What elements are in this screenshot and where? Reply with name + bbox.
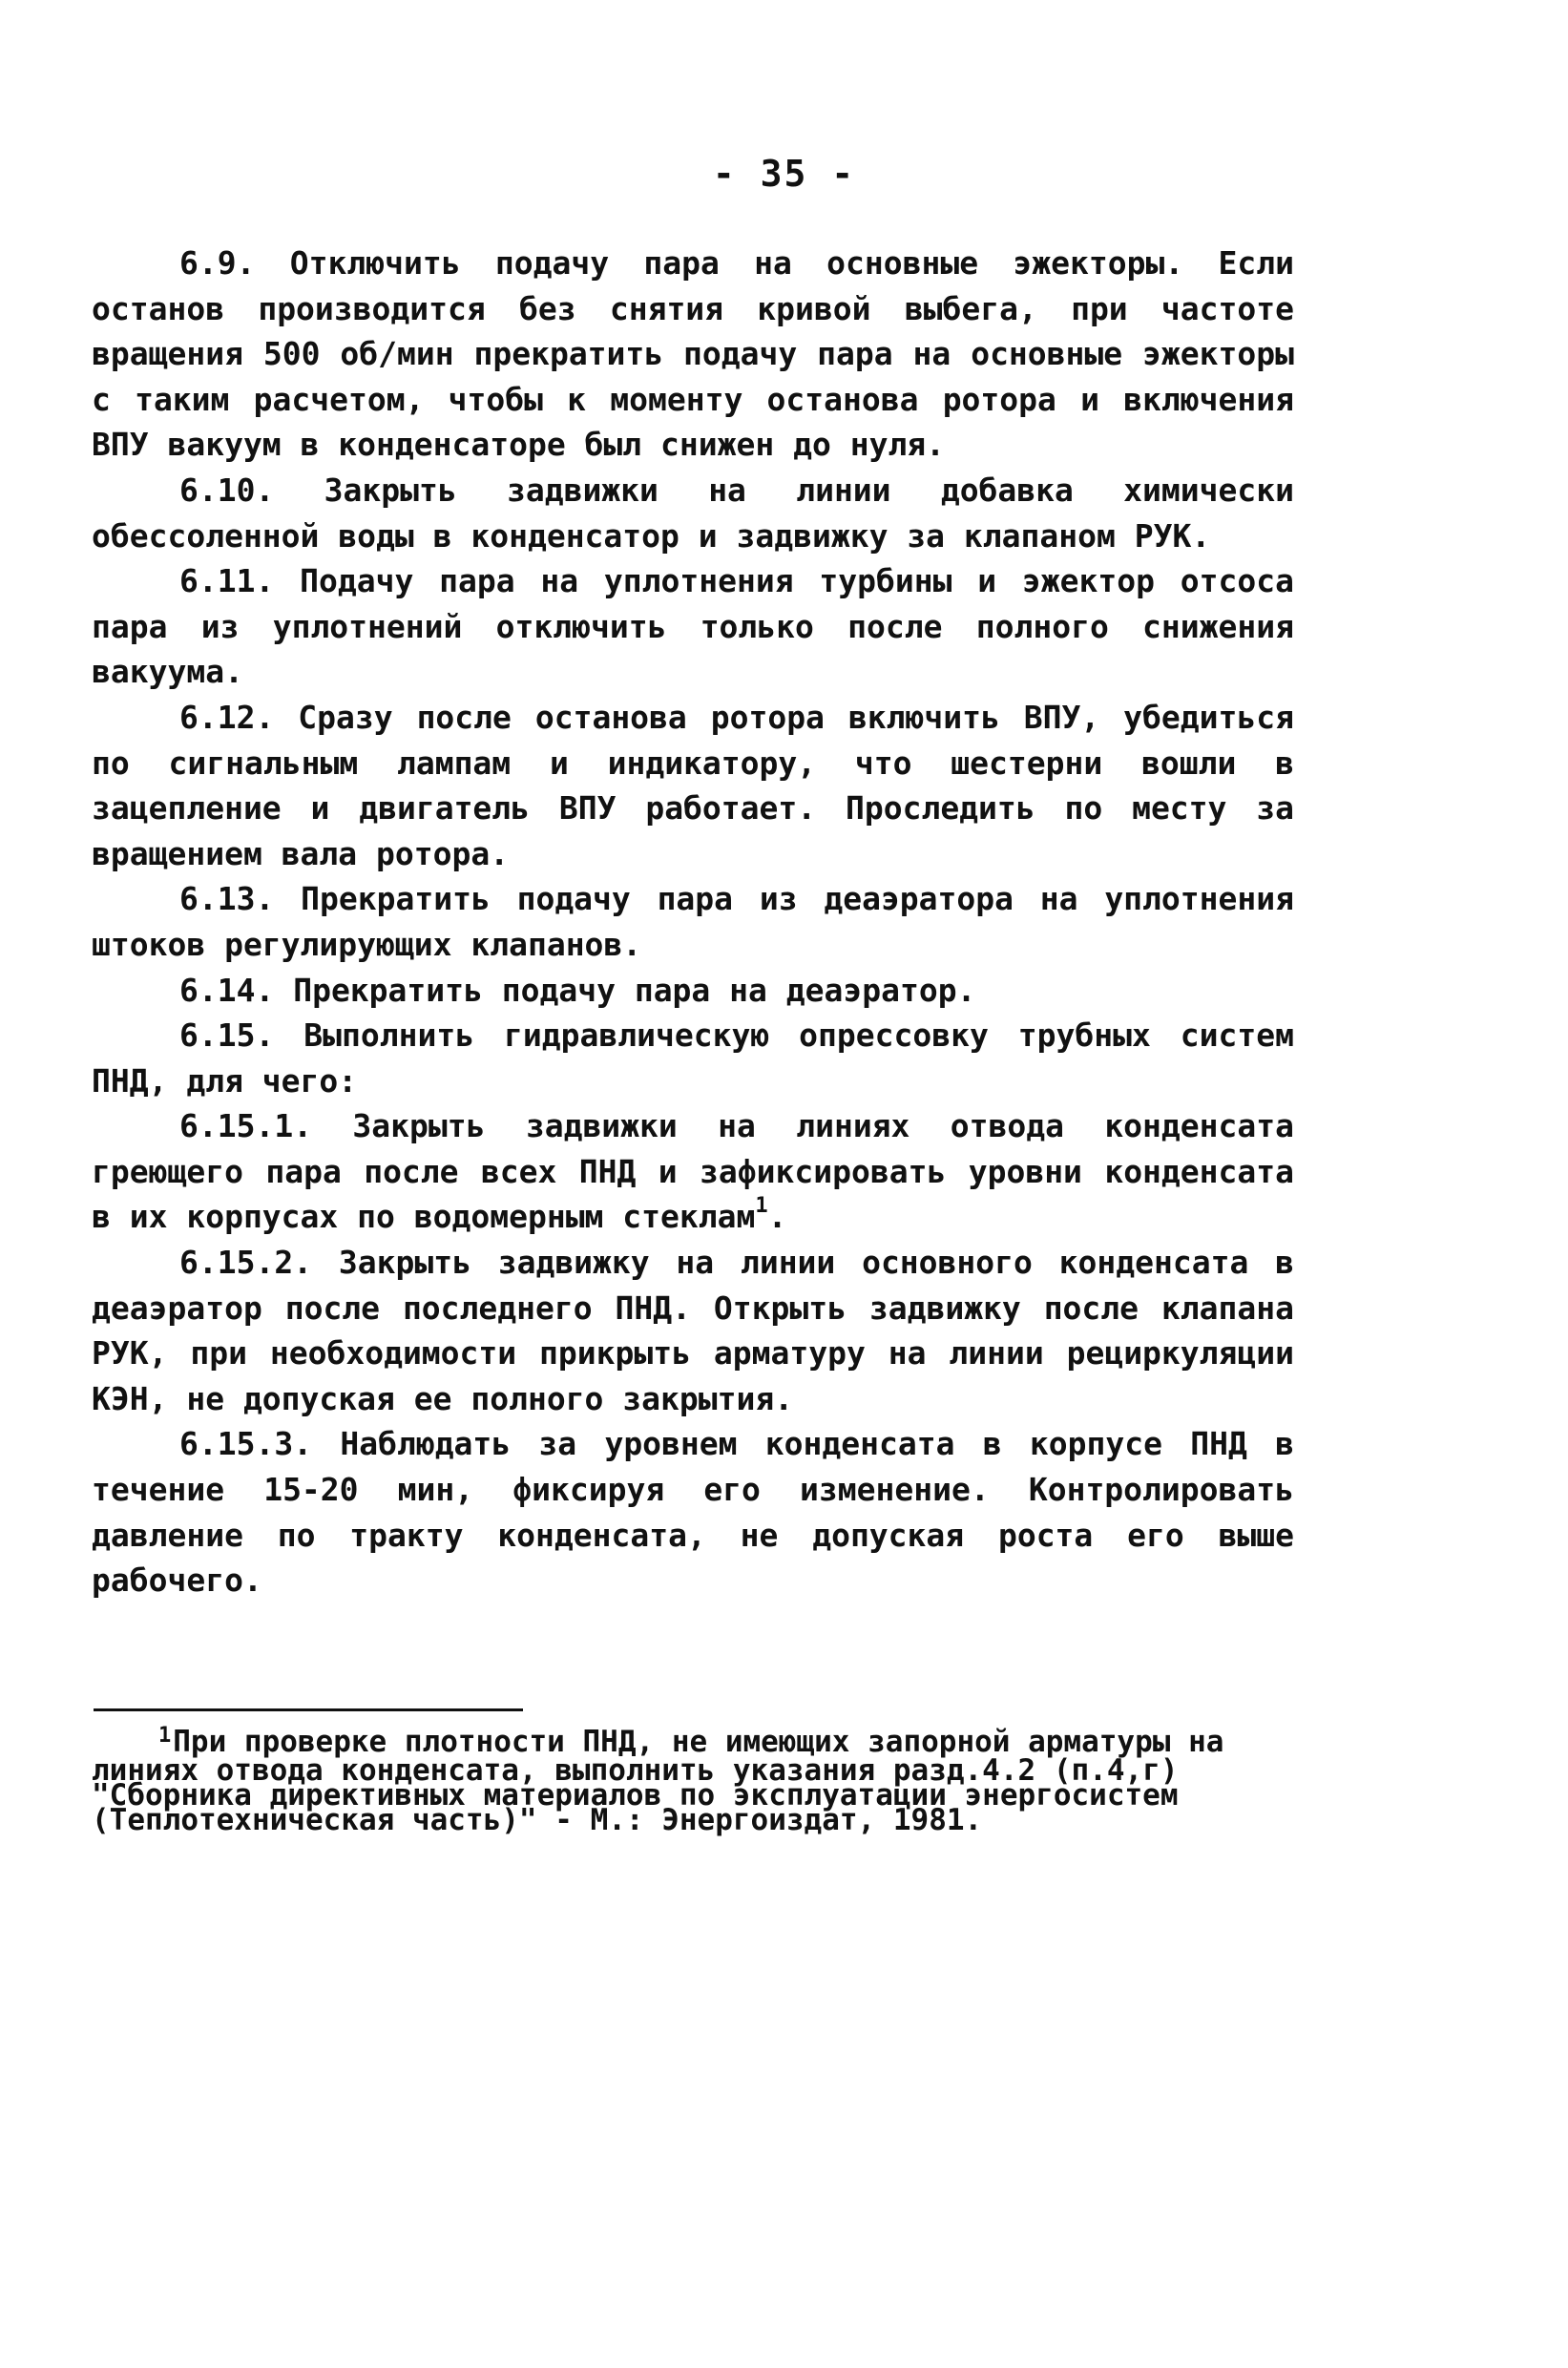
- footnote-paragraph: [92, 1724, 1285, 1837]
- paragraph-6-14: 6.14. Прекратить подачу пара на деаэратор.: [179, 971, 976, 1009]
- paragraph-6-12: 6.12. Сразу после останова ротора включить ВПУ, убедиться по сигнальным лампам и индикатору, что шестерни вошли в зацепление и двигатель ВПУ работает. Проследить по месту за вращением вала ротора.: [92, 698, 1294, 872]
- paragraph-6-10: 6.10. Закрыть задвижки на линии добавка химически обессоленной воды в конденсатор и задвижку за клапаном РУК.: [92, 471, 1294, 555]
- paragraph-6-15: 6.15. Выполнить гидравлическую опрессовку трубных систем ПНД, для чего:: [92, 1016, 1294, 1100]
- paragraph-6-15-1: [92, 1103, 1294, 1240]
- page-number: - 35 -: [712, 153, 856, 195]
- footnote-reference: 1: [755, 1194, 768, 1219]
- paragraph-6-9: 6.9. Отключить подачу пара на основные эжекторы. Если останов производится без снятия кривой выбега, при частоте вращения 500 об/мин прекратить подачу пара на основные эжекторы с таким расчетом, чтобы к моменту останова ротора и включения ВПУ вакуум в конденсаторе был снижен до нуля.: [92, 244, 1294, 464]
- paragraph-6-13: 6.13. Прекратить подачу пара из деаэратора на уплотнения штоков регулирующих клапанов.: [92, 880, 1294, 963]
- footnote-reference-tail: .: [767, 1198, 787, 1236]
- paragraph-6-15-1-text: 6.15.1. Закрыть задвижки на линиях отвода конденсата греющего пара после всех ПНД и зафиксировать уровни конденсата в их корпусах по водомерным стеклам: [92, 1107, 1294, 1236]
- paragraph-6-11: 6.11. Подачу пара на уплотнения турбины и эжектор отсоса пара из уплотнений отключить только после полного снижения вакуума.: [92, 562, 1294, 691]
- footnote-text: При проверке плотности ПНД, не имеющих запорной арматуры на линиях отвода конденсата, выполнить указания разд.4.2 (п.4,г) "Сборника директивных материалов по эксплуатации энергосистем (Теплотехническая часть)" - М.: Энергоиздат, 1981.: [92, 1725, 1224, 1837]
- body-text: [92, 241, 1294, 1603]
- footnote-marker: 1: [158, 1724, 172, 1748]
- paragraph-6-15-2: 6.15.2. Закрыть задвижку на линии основного конденсата в деаэратор после последнего ПНД. Открыть задвижку после клапана РУК, при необходимости прикрыть арматуру на линии рециркуляции КЭН, не допуская ее полного закрытия.: [92, 1244, 1294, 1417]
- paragraph-6-15-3: 6.15.3. Наблюдать за уровнем конденсата в корпусе ПНД в течение 15-20 мин, фиксируя его изменение. Контролировать давление по тракту конденсата, не допуская роста его выше рабочего.: [92, 1425, 1294, 1600]
- footnote-divider: [94, 1708, 523, 1711]
- footnote: [92, 1724, 1285, 1837]
